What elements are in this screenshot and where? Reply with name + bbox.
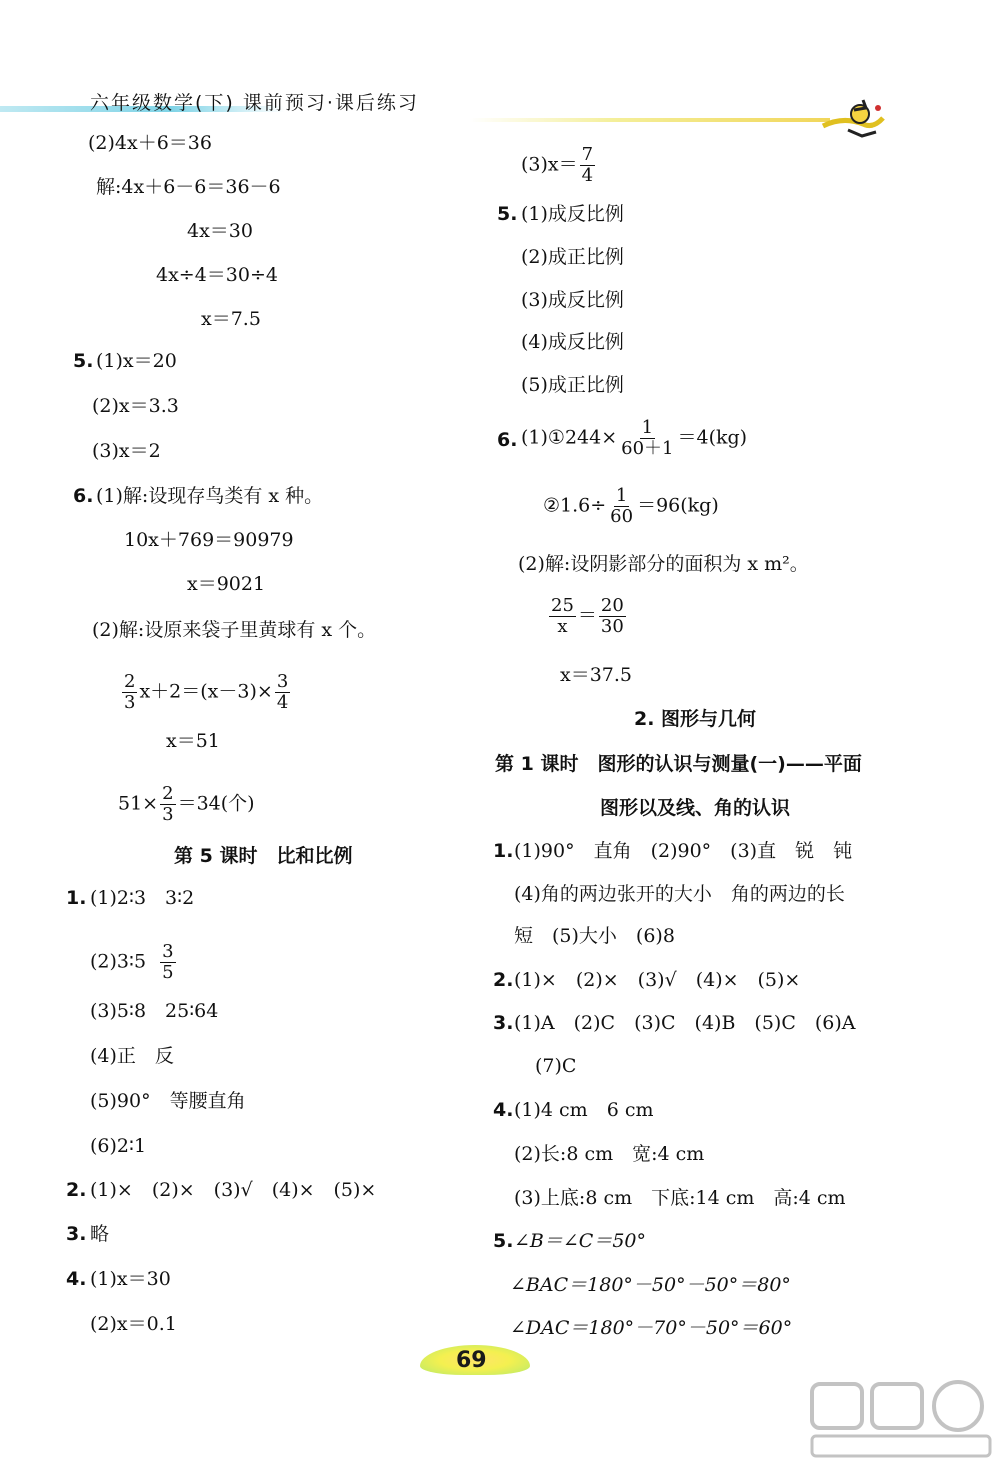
question-number: 2.: [493, 969, 514, 991]
fraction: $\frac{25}{x}$: [551, 595, 574, 637]
right-line-22: 短 (5)大小 (6)8: [514, 925, 675, 947]
left-line-24: (4)正 反: [90, 1045, 174, 1067]
left-line-14: (2)解:设原来袋子里黄球有 x 个。: [92, 619, 377, 641]
fraction: $\frac{2}{3}$: [124, 671, 136, 713]
left-line-16: x＝51: [166, 730, 220, 752]
equation-line: $\frac{2}{3}$ x＋2＝(x－3)× $\frac{3}{4}$: [124, 671, 289, 713]
fraction: $\frac{1}{60}$: [610, 485, 634, 527]
left-line-33: (2)x＝0.1: [90, 1313, 177, 1335]
right-line-6: (4)成反比例: [521, 331, 624, 353]
right-line-20: (1)90° 直角 (2)90° (3)直 锐 钝: [514, 840, 853, 862]
header-title: 六年级数学(下) 课前预习·课后练习: [90, 92, 419, 114]
question-number: 6.: [497, 429, 518, 451]
left-line-7: (1)x＝20: [96, 350, 177, 372]
equation-line: 51× $\frac{2}{3}$ ＝34(个): [118, 783, 255, 825]
right-line-27: (7)C: [535, 1055, 577, 1077]
question-number: 3.: [493, 1012, 514, 1034]
left-line-26: (6)2∶1: [90, 1135, 147, 1157]
right-line-30: (2)长:8 cm 宽:4 cm: [514, 1143, 705, 1165]
question-number: 4.: [66, 1268, 87, 1290]
right-line-15: x＝37.5: [560, 664, 633, 686]
page-number: 69: [456, 1348, 487, 1373]
left-line-25: (5)90° 等腰直角: [90, 1090, 246, 1112]
right-line-33: ∠B＝∠C＝50°: [514, 1230, 647, 1252]
question-number: 5.: [73, 350, 94, 372]
left-line-4: 4x÷4＝30÷4: [156, 264, 278, 286]
left-line-11: (1)解:设现存鸟类有 x 种。: [96, 485, 324, 507]
left-line-5: x＝7.5: [201, 308, 261, 330]
equation-line: $\frac{25}{x}$ ＝ $\frac{20}{30}$: [551, 595, 624, 637]
watermark-logo-icon: [808, 1380, 994, 1460]
fraction: $\frac{3}{5}$: [162, 941, 174, 983]
left-line-2: 解:4x＋6－6＝36－6: [96, 176, 281, 198]
equation-line: (2)3∶5 $\frac{3}{5}$: [90, 941, 174, 983]
section-heading: 第 5 课时 比和比例: [174, 845, 353, 867]
left-line-9: (3)x＝2: [92, 440, 161, 462]
header-decor-right: [470, 118, 830, 122]
question-number: 3.: [66, 1223, 87, 1245]
left-line-21: (1)2∶3 3∶2: [90, 887, 195, 909]
left-line-32: (1)x＝30: [90, 1268, 171, 1290]
equation-line: (1)①244× $\frac{1}{60+1}$ ＝4(kg): [521, 417, 748, 459]
left-line-8: (2)x＝3.3: [92, 395, 179, 417]
right-line-3: (1)成反比例: [521, 203, 624, 225]
left-line-1: (2)4x＋6＝36: [88, 132, 212, 154]
right-line-24: (1)× (2)× (3)√ (4)× (5)×: [514, 969, 801, 991]
fraction: $\frac{20}{30}$: [600, 595, 624, 637]
fraction: $\frac{2}{3}$: [162, 783, 174, 825]
right-line-21: (4)角的两边张开的大小 角的两边的长: [514, 883, 845, 905]
left-line-13: x＝9021: [187, 573, 266, 595]
equation-line: ②1.6÷ $\frac{1}{60}$ ＝96(kg): [543, 485, 719, 527]
question-number: 2.: [66, 1179, 87, 1201]
left-line-28: (1)× (2)× (3)√ (4)× (5)×: [90, 1179, 377, 1201]
mascot-icon: [818, 96, 888, 142]
left-line-23: (3)5∶8 25∶64: [90, 1000, 219, 1022]
question-number: 6.: [73, 485, 94, 507]
question-number: 5.: [493, 1230, 514, 1252]
equation-line: (3)x＝ $\frac{7}{4}$: [521, 144, 594, 186]
fraction: $\frac{1}{60+1}$: [621, 417, 674, 459]
left-line-12: 10x＋769＝90979: [124, 529, 294, 551]
section-heading: 2. 图形与几何: [634, 708, 757, 730]
right-line-5: (3)成反比例: [521, 289, 624, 311]
right-line-34: ∠BAC＝180°－50°－50°＝80°: [510, 1274, 791, 1296]
fraction: $\frac{3}{4}$: [276, 671, 289, 713]
right-line-29: (1)4 cm 6 cm: [514, 1099, 654, 1121]
left-line-3: 4x＝30: [187, 220, 253, 242]
question-number: 1.: [66, 887, 87, 909]
left-line-30: 略: [90, 1223, 110, 1245]
right-line-31: (3)上底:8 cm 下底:14 cm 高:4 cm: [514, 1187, 846, 1209]
lesson-heading: 第 1 课时 图形的认识与测量(一)——平面: [495, 753, 862, 775]
question-number: 4.: [493, 1099, 514, 1121]
right-line-4: (2)成正比例: [521, 246, 624, 268]
question-number: 1.: [493, 840, 514, 862]
right-line-13: (2)解:设阴影部分的面积为 x m²。: [518, 553, 809, 575]
right-line-26: (1)A (2)C (3)C (4)B (5)C (6)A: [514, 1012, 856, 1034]
question-number: 5.: [497, 203, 518, 225]
right-line-7: (5)成正比例: [521, 374, 624, 396]
right-line-35: ∠DAC＝180°－70°－50°＝60°: [510, 1317, 793, 1339]
fraction: $\frac{7}{4}$: [581, 144, 594, 186]
lesson-heading-cont: 图形以及线、角的认识: [600, 797, 791, 819]
